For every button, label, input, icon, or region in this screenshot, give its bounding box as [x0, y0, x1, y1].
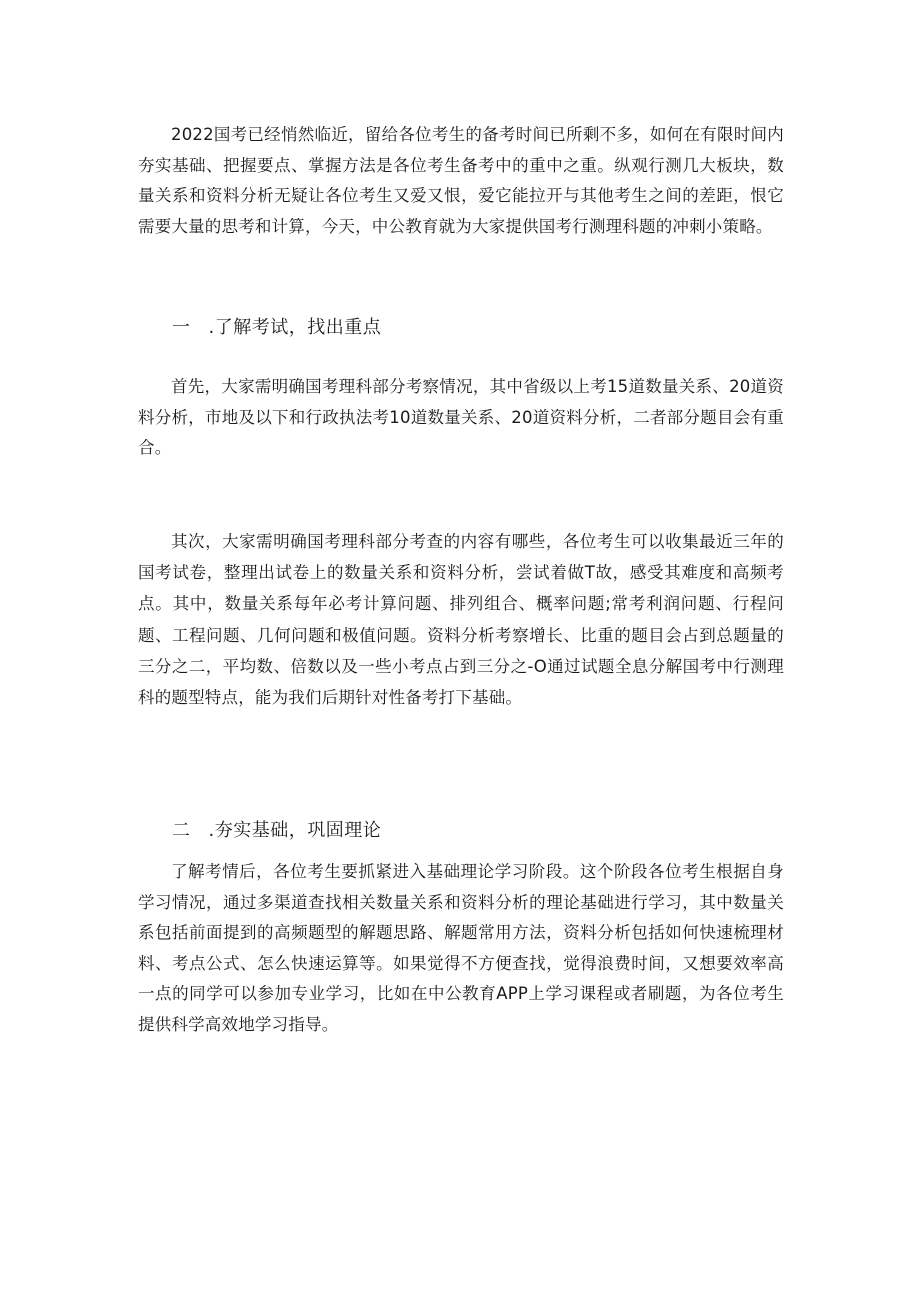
section-1-paragraph-1: 首先，大家需明确国考理科部分考察情况，其中省级以上考15道数量关系、20道资料分析，市地及以下和行政执法考10道数量关系、20道资料分析，二者部分题目会有重合。 — [138, 377, 784, 457]
section-2-title: .夯实基础，巩固理论 — [208, 820, 382, 841]
section-1-heading — [172, 315, 381, 341]
section-2-heading — [172, 818, 381, 844]
section-2-paragraph-1: 了解考情后，各位考生要抓紧进入基础理论学习阶段。这个阶段各位考生根据自身学习情况，通过多渠道查找相关数量关系和资料分析的理论基础进行学习，其中数量关系包括前面提到的高频题型的解题思路、解题常用方法，资料分析包括如何快速梳理材料、考点公式、怎么快速运算等。如果觉得不方便查找，觉得浪费时间，又想要效率高一点的同学可以参加专业学习，比如在中公教育APP上学习课程或者刷题，为各位考生提供科学高效地学习指导。 — [138, 862, 784, 1034]
section-1-title: .了解考试，找出重点 — [208, 317, 382, 338]
section-1-number: 一 — [172, 317, 191, 338]
section-2-number: 二 — [172, 820, 191, 841]
intro-paragraph: 2022国考已经悄然临近，留给各位考生的备考时间已所剩不多，如何在有限时间内夯实基础、把握要点、掌握方法是各位考生备考中的重中之重。纵观行测几大板块，数量关系和资料分析无疑让各位考生又爱又恨，爱它能拉开与其他考生之间的差距，恨它需要大量的思考和计算，今天，中公教育就为大家提供国考行测理科题的冲刺小策略。 — [138, 125, 784, 236]
section-1-paragraph-2: 其次，大家需明确国考理科部分考查的内容有哪些，各位考生可以收集最近三年的国考试卷，整理出试卷上的数量关系和资料分析，尝试着做T故，感受其难度和高频考点。其中，数量关系每年必考计算问题、排列组合、概率问题;常考利润问题、行程问题、工程问题、几何问题和极值问题。资料分析考察增长、比重的题目会占到总题量的三分之二，平均数、倍数以及一些小考点占到三分之-O通过试题全息分解国考中行测理科的题型特点，能为我们后期针对性备考打下基础。 — [138, 532, 784, 708]
